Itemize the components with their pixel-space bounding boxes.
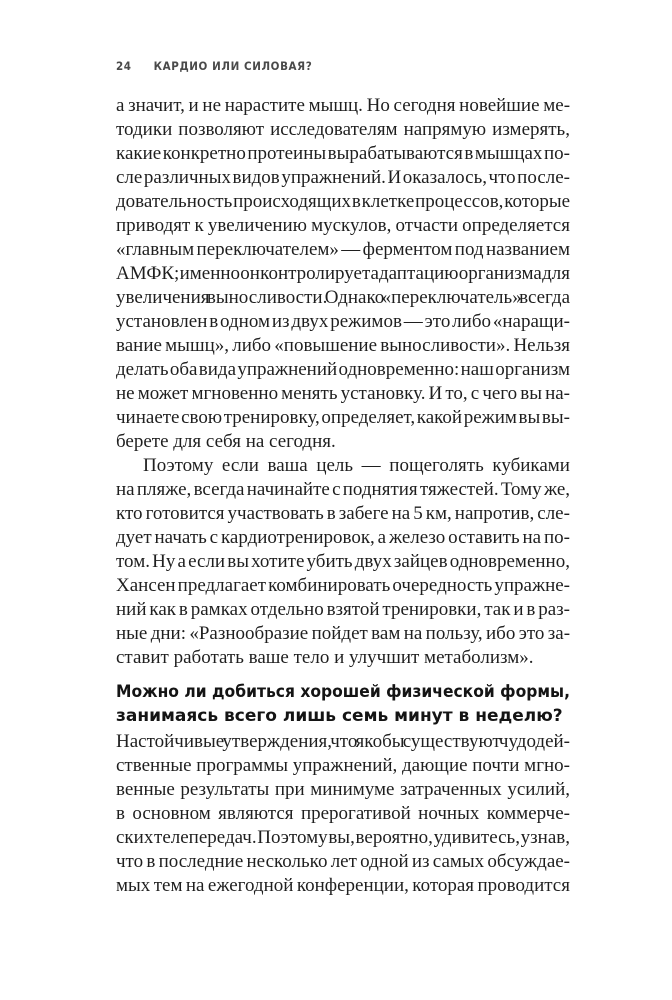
section-heading-line: занимаясь всего лишь семь минут в неделю?: [116, 706, 563, 726]
text-line: увеличения выносливости. Однако «переключатель» всегда: [116, 287, 571, 308]
text-line: а значит, и не нарастите мышц. Но сегодня новейшие ме-: [116, 95, 571, 116]
text-line: установлен в одном из двух режимов — это либо «наращи-: [116, 311, 571, 332]
text-line: ставит работать ваше тело и улучшит метаболизм».: [116, 647, 534, 668]
running-title: КАРДИО ИЛИ СИЛОВАЯ?: [153, 59, 313, 73]
text-line: ских телепередач. Поэтому вы, вероятно, удивитесь, узнав,: [116, 827, 570, 848]
text-line: мых тем на ежегодной конференции, которая проводится: [116, 875, 570, 896]
text-line: Настойчивые утверждения, что якобы существуют чудодей-: [116, 731, 570, 752]
text-line: приводят к увеличению мускулов, отчасти определяется: [116, 215, 570, 236]
text-line: довательность происходящих в клетке процессов, которые: [116, 191, 571, 212]
text-line: АМФК; именно он контролирует адаптацию организма для: [116, 263, 570, 284]
text-line: какие конкретно протеины вырабатываются в мышцах по-: [116, 143, 570, 164]
section-heading-line: Можно ли добиться хорошей физической формы,: [116, 682, 570, 702]
text-line: Хансен предлагает комбинировать очередность упражне-: [116, 575, 570, 596]
text-line: ные дни: «Разнообразие пойдет вам на пользу, ибо это за-: [116, 623, 571, 644]
text-line: кто готовится участвовать в забеге на 5 км, напротив, сле-: [116, 503, 570, 524]
page-number: 24: [116, 59, 132, 73]
text-line: «главным переключателем» — ферментом под названием: [116, 239, 570, 260]
text-line: в основном являются прерогативой ночных коммерче-: [116, 803, 570, 824]
text-line: тодики позволяют исследователям напрямую измерять,: [116, 119, 570, 140]
text-line: ний как в рамках отдельно взятой тренировки, так и в раз-: [116, 599, 570, 620]
text-line: дует начать с кардиотренировок, а железо оставить на по-: [116, 527, 570, 548]
text-line: чинаете свою тренировку, определяет, какой режим вы вы-: [116, 407, 570, 428]
text-line: вание мышц», либо «повышение выносливости». Нельзя: [116, 335, 570, 356]
text-line: ственные программы упражнений, дающие почти мгно-: [116, 755, 570, 776]
text-line: Поэтому если ваша цель — пощеголять кубиками: [143, 455, 570, 476]
text-line: том. Ну а если вы хотите убить двух зайцев одновременно,: [116, 551, 570, 572]
text-line: берете для себя на сегодня.: [116, 431, 336, 452]
text-line: сле различных видов упражнений. И оказалось, что после-: [116, 167, 570, 188]
text-line: на пляже, всегда начинайте с поднятия тяжестей. Тому же,: [116, 479, 571, 500]
text-line: делать оба вида упражнений одновременно: наш организм: [116, 359, 571, 380]
text-line: что в последние несколько лет одной из самых обсуждае-: [116, 851, 571, 872]
text-line: не может мгновенно менять установку. И то, с чего вы на-: [116, 383, 570, 404]
text-line: венные результаты при минимуме затраченных усилий,: [116, 779, 570, 800]
